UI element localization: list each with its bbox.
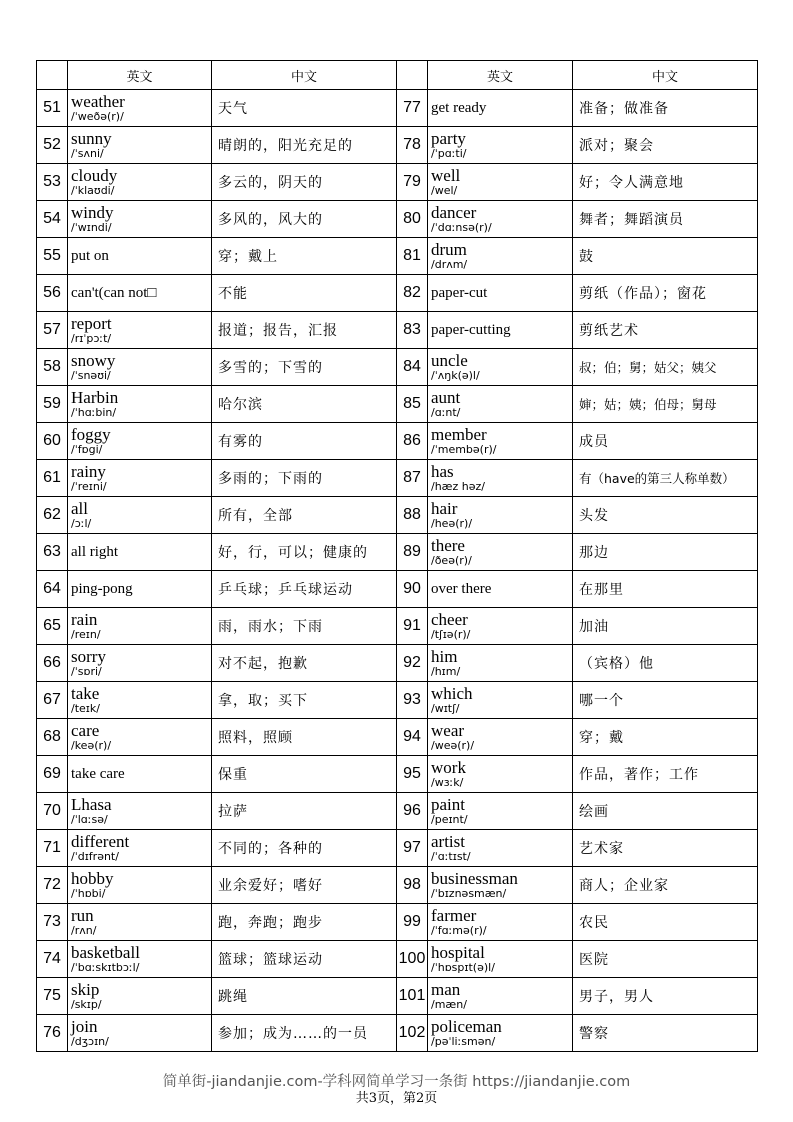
- english-word: cheer: [431, 610, 468, 629]
- table-row: [37, 275, 758, 312]
- phonetic-transcription: /drʌm/: [431, 258, 468, 271]
- table-row: [37, 164, 758, 201]
- phonetic-transcription: /teɪk/: [71, 702, 100, 715]
- english-word: cloudy: [71, 166, 118, 185]
- table-row: [37, 238, 758, 275]
- entry-number: 57: [37, 312, 68, 349]
- entry-number: 70: [37, 793, 68, 830]
- table-row: [37, 756, 758, 793]
- chinese-meaning: 多雪的；下雪的: [212, 349, 397, 386]
- entry-number: 72: [37, 867, 68, 904]
- chinese-meaning: 警察: [573, 1015, 758, 1052]
- phonetic-transcription: /ˈhɒbi/: [71, 887, 106, 900]
- english-word: well: [431, 166, 461, 185]
- english-cell: [428, 867, 573, 904]
- table-row: [37, 608, 758, 645]
- chinese-header: 中文: [212, 61, 397, 90]
- chinese-meaning: 晴朗的，阳光充足的: [212, 127, 397, 164]
- english-cell: [68, 312, 212, 349]
- phonetic-transcription: /ˈhɑːbin/: [71, 406, 117, 419]
- english-word: paper-cutting: [431, 321, 511, 338]
- english-cell: [428, 904, 573, 941]
- english-cell: [68, 719, 212, 756]
- phonetic-transcription: /hɪm/: [431, 665, 461, 678]
- entry-number: 85: [397, 386, 428, 423]
- vocabulary-table: [36, 60, 758, 1052]
- phonetic-transcription: /ɑːnt/: [431, 406, 461, 419]
- phonetic-transcription: /ˈmembə(r)/: [431, 443, 497, 456]
- entry-number: 76: [37, 1015, 68, 1052]
- chinese-meaning: 成员: [573, 423, 758, 460]
- entry-number: 63: [37, 534, 68, 571]
- english-word: drum: [431, 240, 467, 259]
- table-row: [37, 423, 758, 460]
- english-word: aunt: [431, 388, 461, 407]
- english-word: over there: [431, 580, 492, 597]
- chinese-meaning: 穿；戴上: [212, 238, 397, 275]
- english-word: report: [71, 314, 112, 333]
- english-word: Lhasa: [71, 795, 112, 814]
- entry-number: 75: [37, 978, 68, 1015]
- chinese-meaning: 哈尔滨: [212, 386, 397, 423]
- phonetic-transcription: /dʒɔɪn/: [71, 1035, 109, 1048]
- phonetic-transcription: /ˈbɑːskɪtbɔːl/: [71, 961, 140, 974]
- english-cell: [68, 867, 212, 904]
- english-word: skip: [71, 980, 100, 999]
- english-cell: [428, 460, 573, 497]
- english-word: basketball: [71, 943, 140, 962]
- english-cell: [428, 201, 573, 238]
- chinese-meaning: 叔；伯；舅；姑父；姨父: [573, 349, 758, 386]
- vocabulary-rows: [37, 90, 758, 1052]
- english-word: weather: [71, 92, 125, 111]
- english-cell: [68, 978, 212, 1015]
- chinese-meaning: 好，行，可以；健康的: [212, 534, 397, 571]
- phonetic-transcription: /ˈɑːtɪst/: [431, 850, 471, 863]
- chinese-meaning: 不能: [212, 275, 397, 312]
- header-row: [37, 61, 758, 90]
- chinese-meaning: 男子，男人: [573, 978, 758, 1015]
- entry-number: 66: [37, 645, 68, 682]
- chinese-meaning: 头发: [573, 497, 758, 534]
- english-cell: [68, 793, 212, 830]
- chinese-meaning: 篮球；篮球运动: [212, 941, 397, 978]
- phonetic-transcription: /ˈpɑːti/: [431, 147, 467, 160]
- chinese-meaning: 有（have的第三人称单数）: [573, 460, 758, 497]
- english-cell: [68, 460, 212, 497]
- chinese-meaning: 鼓: [573, 238, 758, 275]
- english-cell: [68, 90, 212, 127]
- chinese-meaning: 医院: [573, 941, 758, 978]
- phonetic-transcription: /ˈklaʊdi/: [71, 184, 115, 197]
- chinese-meaning: 剪纸艺术: [573, 312, 758, 349]
- chinese-meaning: 跑，奔跑；跑步: [212, 904, 397, 941]
- entry-number: 91: [397, 608, 428, 645]
- number-header: [37, 61, 68, 90]
- phonetic-transcription: /ˈlɑːsə/: [71, 813, 108, 826]
- english-word: wear: [431, 721, 465, 740]
- english-cell: [428, 830, 573, 867]
- chinese-meaning: 在那里: [573, 571, 758, 608]
- english-word: take: [71, 684, 100, 703]
- entry-number: 87: [397, 460, 428, 497]
- entry-number: 94: [397, 719, 428, 756]
- english-cell: [68, 830, 212, 867]
- table-row: [37, 460, 758, 497]
- chinese-meaning: 作品，著作；工作: [573, 756, 758, 793]
- english-word: hair: [431, 499, 458, 518]
- entry-number: 81: [397, 238, 428, 275]
- phonetic-transcription: /ˈsɒri/: [71, 665, 102, 678]
- english-cell: [428, 645, 573, 682]
- phonetic-transcription: /hæz həz/: [431, 480, 485, 493]
- chinese-meaning: 保重: [212, 756, 397, 793]
- chinese-meaning: 多云的，阴天的: [212, 164, 397, 201]
- english-word: get ready: [431, 99, 487, 116]
- phonetic-transcription: /ˈfɑːmə(r)/: [431, 924, 487, 937]
- chinese-meaning: 照料，照顾: [212, 719, 397, 756]
- chinese-meaning: 那边: [573, 534, 758, 571]
- phonetic-transcription: /wel/: [431, 184, 458, 197]
- entry-number: 93: [397, 682, 428, 719]
- phonetic-transcription: /heə(r)/: [431, 517, 473, 530]
- entry-number: 61: [37, 460, 68, 497]
- english-word: man: [431, 980, 461, 999]
- english-word: which: [431, 684, 473, 703]
- english-cell: [428, 164, 573, 201]
- phonetic-transcription: /ɔːl/: [71, 517, 92, 530]
- phonetic-transcription: /ˈʌŋk(ə)l/: [431, 369, 480, 382]
- english-word: hospital: [431, 943, 485, 962]
- english-word: rain: [71, 610, 98, 629]
- entry-number: 101: [397, 978, 428, 1015]
- chinese-meaning: 加油: [573, 608, 758, 645]
- chinese-meaning: 有雾的: [212, 423, 397, 460]
- english-cell: [68, 645, 212, 682]
- table-row: [37, 904, 758, 941]
- entry-number: 59: [37, 386, 68, 423]
- english-word: businessman: [431, 869, 518, 888]
- english-word: dancer: [431, 203, 477, 222]
- table-row: [37, 127, 758, 164]
- entry-number: 64: [37, 571, 68, 608]
- chinese-meaning: 所有，全部: [212, 497, 397, 534]
- chinese-meaning: 商人；企业家: [573, 867, 758, 904]
- english-cell: [428, 312, 573, 349]
- chinese-meaning: 准备；做准备: [573, 90, 758, 127]
- footer-site-text: 简单街-jiandanjie.com-学科网简单学习一条街 https://jiandanjie.com: [162, 1074, 631, 1090]
- entry-number: 102: [397, 1015, 428, 1052]
- phonetic-transcription: /ˈweðə(r)/: [71, 110, 124, 123]
- entry-number: 98: [397, 867, 428, 904]
- chinese-meaning: （宾格）他: [573, 645, 758, 682]
- english-word: snowy: [71, 351, 116, 370]
- english-word: can't(can not□: [71, 284, 157, 301]
- phonetic-transcription: /wɪtʃ/: [431, 702, 460, 715]
- english-cell: [428, 386, 573, 423]
- phonetic-transcription: /keə(r)/: [71, 739, 112, 752]
- page-number: 共3页，第2页: [355, 1091, 438, 1106]
- chinese-meaning: 跳绳: [212, 978, 397, 1015]
- phonetic-transcription: /pəˈliːsmən/: [431, 1035, 496, 1048]
- english-word: uncle: [431, 351, 468, 370]
- phonetic-transcription: /peɪnt/: [431, 813, 468, 826]
- phonetic-transcription: /weə(r)/: [431, 739, 475, 752]
- english-cell: [68, 164, 212, 201]
- entry-number: 89: [397, 534, 428, 571]
- english-cell: [68, 941, 212, 978]
- english-cell: [428, 571, 573, 608]
- phonetic-transcription: /ˈhɒspɪt(ə)l/: [431, 961, 495, 974]
- english-word: foggy: [71, 425, 111, 444]
- table-row: [37, 571, 758, 608]
- english-cell: [428, 719, 573, 756]
- english-cell: [68, 386, 212, 423]
- phonetic-transcription: /rɪˈpɔːt/: [71, 332, 112, 345]
- english-word: farmer: [431, 906, 477, 925]
- entry-number: 53: [37, 164, 68, 201]
- phonetic-transcription: /skɪp/: [71, 998, 102, 1011]
- entry-number: 90: [397, 571, 428, 608]
- table-row: [37, 1015, 758, 1052]
- english-cell: [68, 497, 212, 534]
- phonetic-transcription: /ˈwɪndi/: [71, 221, 112, 234]
- entry-number: 60: [37, 423, 68, 460]
- table-row: [37, 719, 758, 756]
- english-word: artist: [431, 832, 465, 851]
- table-row: [37, 941, 758, 978]
- phonetic-transcription: /ˈsnəʊi/: [71, 369, 111, 382]
- entry-number: 78: [397, 127, 428, 164]
- chinese-meaning: 拉萨: [212, 793, 397, 830]
- chinese-meaning: 农民: [573, 904, 758, 941]
- table-row: [37, 386, 758, 423]
- english-word: party: [431, 129, 466, 148]
- english-word: take care: [71, 765, 125, 782]
- chinese-meaning: 婶；姑；姨；伯母；舅母: [573, 386, 758, 423]
- english-cell: [428, 127, 573, 164]
- table-row: [37, 349, 758, 386]
- english-header: 英文: [68, 61, 212, 90]
- english-word: windy: [71, 203, 114, 222]
- entry-number: 62: [37, 497, 68, 534]
- english-cell: [68, 238, 212, 275]
- entry-number: 69: [37, 756, 68, 793]
- english-word: work: [431, 758, 466, 777]
- english-cell: [68, 201, 212, 238]
- english-cell: [68, 127, 212, 164]
- english-cell: [428, 349, 573, 386]
- table-row: [37, 312, 758, 349]
- table-row: [37, 682, 758, 719]
- english-word: care: [71, 721, 100, 740]
- english-word: sunny: [71, 129, 112, 148]
- entry-number: 67: [37, 682, 68, 719]
- chinese-meaning: 乒乓球；乒乓球运动: [212, 571, 397, 608]
- chinese-meaning: 哪一个: [573, 682, 758, 719]
- entry-number: 55: [37, 238, 68, 275]
- english-word: him: [431, 647, 458, 666]
- english-word: run: [71, 906, 94, 925]
- english-word: all: [71, 499, 88, 518]
- english-word: different: [71, 832, 130, 851]
- table-row: [37, 830, 758, 867]
- entry-number: 96: [397, 793, 428, 830]
- phonetic-transcription: /ˈfɒgi/: [71, 443, 103, 456]
- english-word: has: [431, 462, 454, 481]
- entry-number: 71: [37, 830, 68, 867]
- entry-number: 97: [397, 830, 428, 867]
- phonetic-transcription: /reɪn/: [71, 628, 101, 641]
- entry-number: 82: [397, 275, 428, 312]
- entry-number: 51: [37, 90, 68, 127]
- entry-number: 92: [397, 645, 428, 682]
- entry-number: 65: [37, 608, 68, 645]
- english-header: 英文: [428, 61, 573, 90]
- english-cell: [428, 682, 573, 719]
- english-word: rainy: [71, 462, 106, 481]
- english-cell: [68, 1015, 212, 1052]
- chinese-meaning: 多雨的；下雨的: [212, 460, 397, 497]
- chinese-meaning: 雨，雨水；下雨: [212, 608, 397, 645]
- english-cell: [428, 756, 573, 793]
- table-row: [37, 534, 758, 571]
- english-cell: [428, 608, 573, 645]
- english-cell: [68, 534, 212, 571]
- phonetic-transcription: /mæn/: [431, 998, 467, 1011]
- chinese-meaning: 舞者；舞蹈演员: [573, 201, 758, 238]
- entry-number: 88: [397, 497, 428, 534]
- chinese-meaning: 对不起，抱歉: [212, 645, 397, 682]
- entry-number: 54: [37, 201, 68, 238]
- entry-number: 80: [397, 201, 428, 238]
- english-cell: [68, 349, 212, 386]
- english-word: paper-cut: [431, 284, 488, 301]
- english-word: ping-pong: [71, 580, 133, 597]
- english-cell: [428, 423, 573, 460]
- chinese-meaning: 多风的，风大的: [212, 201, 397, 238]
- english-cell: [428, 534, 573, 571]
- chinese-meaning: 穿；戴: [573, 719, 758, 756]
- entry-number: 79: [397, 164, 428, 201]
- english-cell: [428, 941, 573, 978]
- chinese-meaning: 参加；成为……的一员: [212, 1015, 397, 1052]
- entry-number: 52: [37, 127, 68, 164]
- chinese-meaning: 绘画: [573, 793, 758, 830]
- phonetic-transcription: /ˈreɪni/: [71, 480, 107, 493]
- phonetic-transcription: /ˈsʌni/: [71, 147, 104, 160]
- chinese-meaning: 派对；聚会: [573, 127, 758, 164]
- english-cell: [428, 90, 573, 127]
- table-row: [37, 867, 758, 904]
- english-cell: [68, 571, 212, 608]
- table-row: [37, 497, 758, 534]
- table-row: [37, 978, 758, 1015]
- english-cell: [68, 275, 212, 312]
- english-cell: [428, 793, 573, 830]
- english-word: all right: [71, 543, 119, 560]
- phonetic-transcription: /ˈdɑːnsə(r)/: [431, 221, 492, 234]
- number-header: [397, 61, 428, 90]
- english-word: sorry: [71, 647, 106, 666]
- chinese-meaning: 好；令人满意地: [573, 164, 758, 201]
- english-word: policeman: [431, 1017, 502, 1036]
- english-word: paint: [431, 795, 465, 814]
- phonetic-transcription: /rʌn/: [71, 924, 97, 937]
- chinese-meaning: 业余爱好；嗜好: [212, 867, 397, 904]
- english-cell: [68, 423, 212, 460]
- english-word: member: [431, 425, 487, 444]
- entry-number: 100: [397, 941, 428, 978]
- table-row: [37, 90, 758, 127]
- chinese-meaning: 剪纸（作品）；窗花: [573, 275, 758, 312]
- entry-number: 95: [397, 756, 428, 793]
- entry-number: 73: [37, 904, 68, 941]
- entry-number: 58: [37, 349, 68, 386]
- chinese-meaning: 报道；报告，汇报: [212, 312, 397, 349]
- table-row: [37, 201, 758, 238]
- chinese-meaning: 艺术家: [573, 830, 758, 867]
- phonetic-transcription: /ðeə(r)/: [431, 554, 472, 567]
- entry-number: 84: [397, 349, 428, 386]
- entry-number: 74: [37, 941, 68, 978]
- table-row: [37, 645, 758, 682]
- entry-number: 99: [397, 904, 428, 941]
- entry-number: 68: [37, 719, 68, 756]
- entry-number: 83: [397, 312, 428, 349]
- english-cell: [428, 978, 573, 1015]
- english-word: hobby: [71, 869, 114, 888]
- english-word: Harbin: [71, 388, 119, 407]
- phonetic-transcription: /ˈbɪznəsmæn/: [431, 887, 507, 900]
- chinese-meaning: 拿，取；买下: [212, 682, 397, 719]
- entry-number: 56: [37, 275, 68, 312]
- english-cell: [68, 904, 212, 941]
- english-cell: [428, 275, 573, 312]
- entry-number: 77: [397, 90, 428, 127]
- chinese-header: 中文: [573, 61, 758, 90]
- english-cell: [68, 756, 212, 793]
- phonetic-transcription: /tʃɪə(r)/: [431, 628, 471, 641]
- table-row: [37, 793, 758, 830]
- english-cell: [68, 682, 212, 719]
- phonetic-transcription: /ˈdɪfrənt/: [71, 850, 119, 863]
- chinese-meaning: 天气: [212, 90, 397, 127]
- phonetic-transcription: /wɜːk/: [431, 776, 464, 789]
- entry-number: 86: [397, 423, 428, 460]
- english-cell: [428, 497, 573, 534]
- english-cell: [428, 1015, 573, 1052]
- english-cell: [68, 608, 212, 645]
- english-word: there: [431, 536, 465, 555]
- chinese-meaning: 不同的；各种的: [212, 830, 397, 867]
- english-word: put on: [71, 247, 109, 264]
- english-cell: [428, 238, 573, 275]
- english-word: join: [71, 1017, 98, 1036]
